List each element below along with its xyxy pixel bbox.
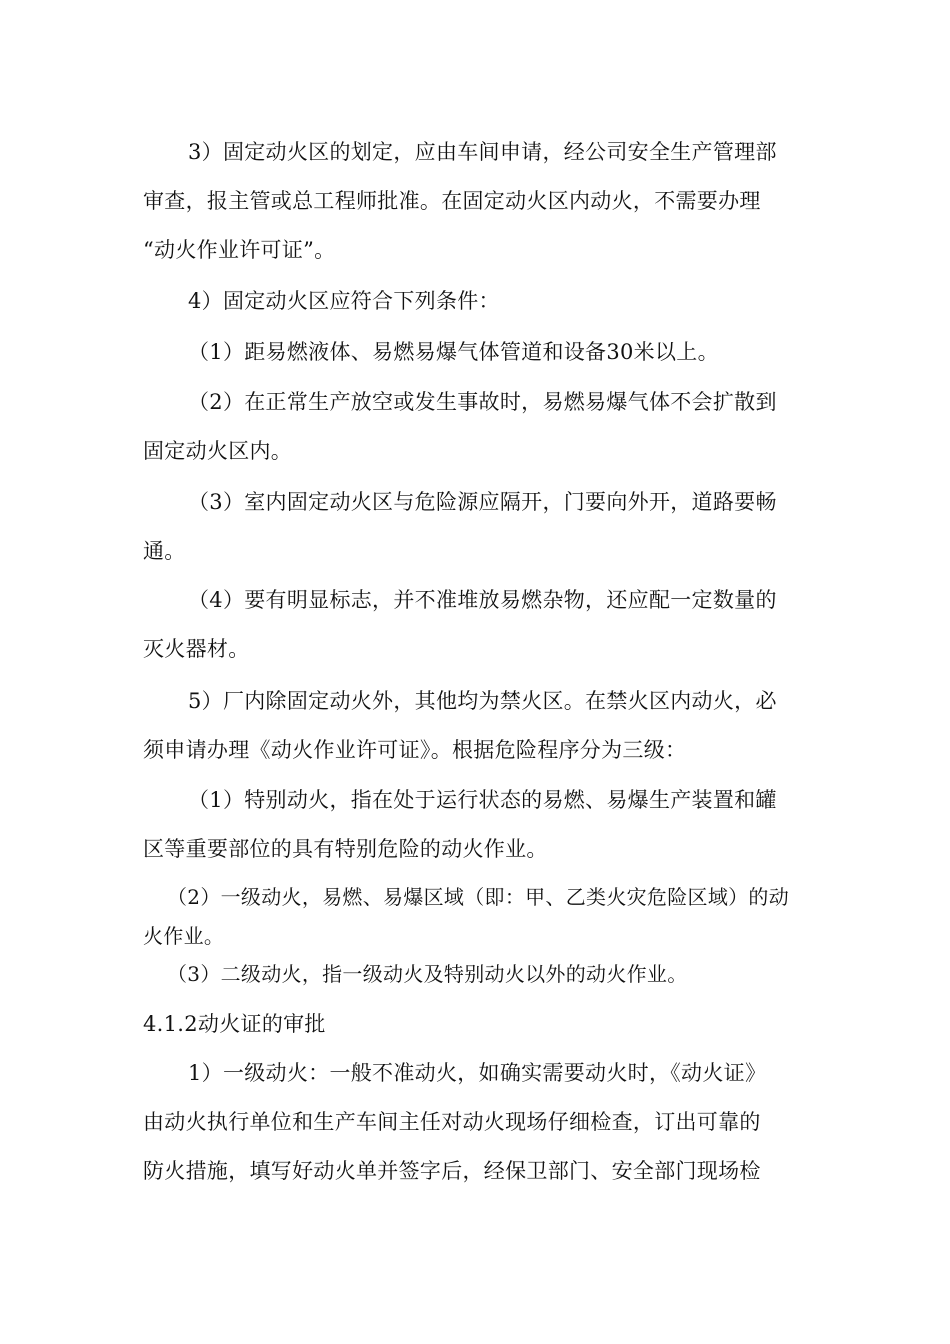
- paragraph-line: 固定动火区内。: [143, 439, 293, 463]
- paragraph-line: 4）固定动火区应符合下列条件：: [188, 289, 500, 313]
- paragraph-line: （1）特别动火，指在处于运行状态的易燃、易爆生产装置和罐: [188, 788, 777, 812]
- paragraph-line: （4）要有明显标志，并不准堆放易燃杂物，还应配一定数量的: [188, 588, 777, 612]
- paragraph-line: 须申请办理《动火作业许可证》。根据危险程序分为三级：: [143, 738, 687, 762]
- paragraph-line: （2）一级动火，易燃、易爆区域（即：甲、乙类火灾危险区域）的动: [167, 885, 790, 909]
- paragraph-line: 区等重要部位的具有特别危险的动火作业。: [143, 837, 548, 861]
- paragraph-line: 3）固定动火区的划定，应由车间申请，经公司安全生产管理部: [188, 140, 777, 164]
- paragraph-line: “动火作业许可证”。: [143, 238, 336, 262]
- paragraph-line: （3）二级动火，指一级动火及特别动火以外的动火作业。: [167, 962, 688, 986]
- paragraph-line: 审查，报主管或总工程师批准。在固定动火区内动火，不需要办理: [143, 189, 761, 213]
- paragraph-line: 由动火执行单位和生产车间主任对动火现场仔细检查，订出可靠的: [143, 1110, 761, 1134]
- paragraph-line: 5）厂内除固定动火外，其他均为禁火区。在禁火区内动火，必: [188, 689, 777, 713]
- section-heading: 4.1.2动火证的审批: [143, 1012, 326, 1036]
- paragraph-line: （2）在正常生产放空或发生事故时，易燃易爆气体不会扩散到: [188, 390, 777, 414]
- paragraph-line: 防火措施，填写好动火单并签字后，经保卫部门、安全部门现场检: [143, 1159, 761, 1183]
- paragraph-line: 1）一级动火：一般不准动火，如确实需要动火时，《动火证》: [188, 1061, 767, 1085]
- paragraph-line: （1）距易燃液体、易燃易爆气体管道和设备30米以上。: [188, 340, 719, 364]
- paragraph-line: （3）室内固定动火区与危险源应隔开，门要向外开，道路要畅: [188, 490, 777, 514]
- paragraph-line: 灭火器材。: [143, 637, 250, 661]
- paragraph-line: 通。: [143, 539, 186, 563]
- paragraph-line: 火作业。: [143, 924, 225, 948]
